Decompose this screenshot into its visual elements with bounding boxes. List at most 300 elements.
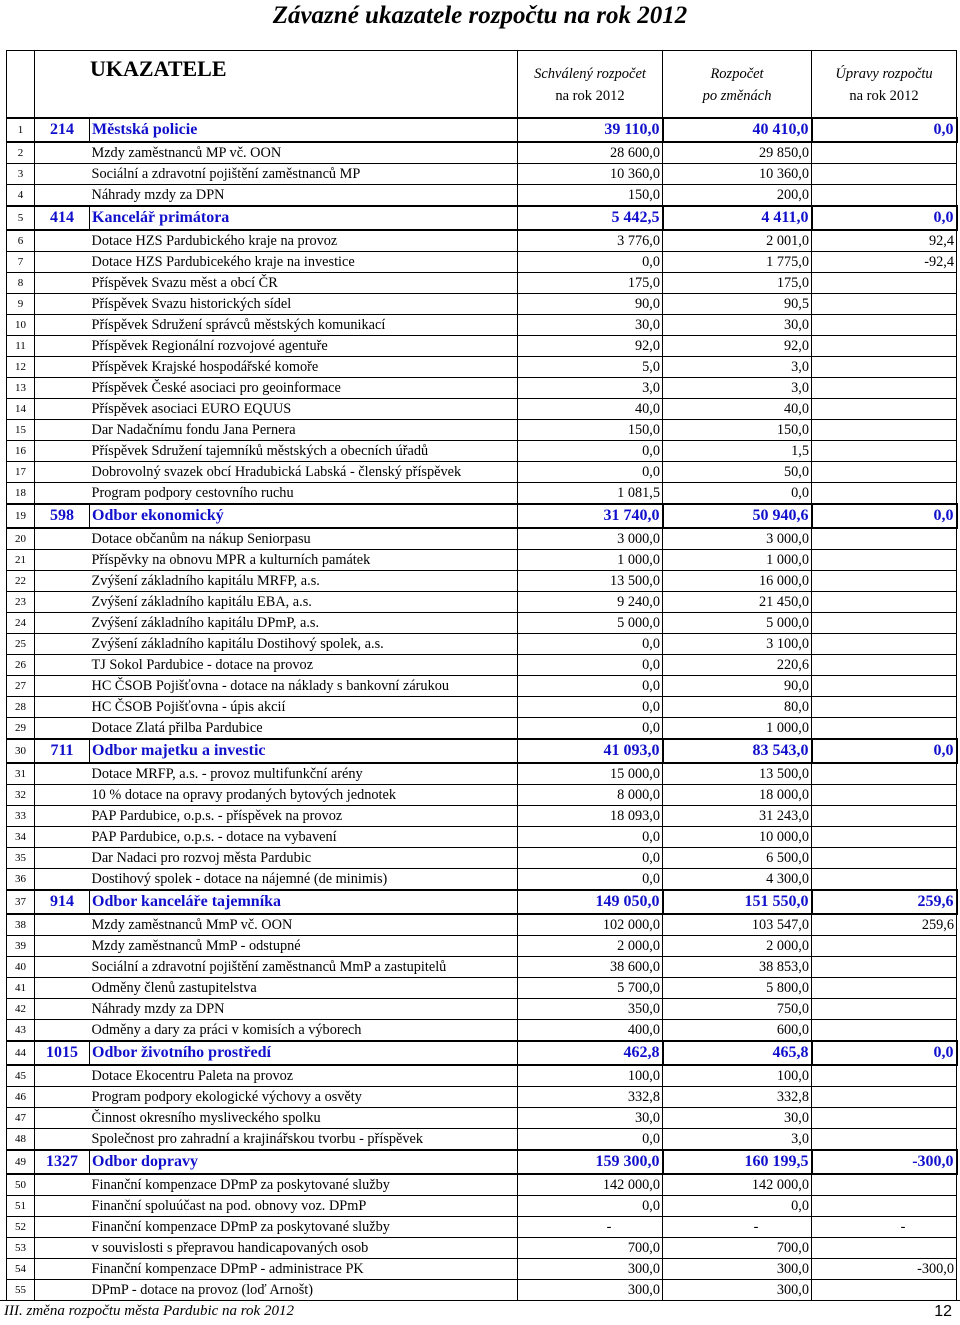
row-code — [35, 1174, 90, 1196]
row-after-changes: 80,0 — [663, 697, 812, 718]
row-name: PAP Pardubice, o.p.s. - dotace na vybavení — [90, 827, 518, 848]
row-approved: 0,0 — [518, 1129, 663, 1151]
row-adjustment — [812, 1108, 957, 1129]
row-name: Odbor kanceláře tajemníka — [90, 890, 518, 914]
row-number: 15 — [7, 420, 35, 441]
row-name: Mzdy zaměstnanců MmP - odstupné — [90, 936, 518, 957]
row-after-changes: 38 853,0 — [663, 957, 812, 978]
page-title: Závazné ukazatele rozpočtu na rok 2012 — [272, 2, 688, 29]
row-after-changes: 750,0 — [663, 999, 812, 1020]
table-row — [7, 655, 957, 676]
row-code — [35, 806, 90, 827]
row-adjustment — [812, 697, 957, 718]
row-after-changes: 142 000,0 — [663, 1174, 812, 1196]
row-number: 26 — [7, 655, 35, 676]
row-approved: 0,0 — [518, 827, 663, 848]
table-row — [7, 1129, 957, 1151]
row-approved: 300,0 — [518, 1280, 663, 1301]
row-adjustment — [812, 785, 957, 806]
row-approved: 90,0 — [518, 294, 663, 315]
row-approved: 31 740,0 — [518, 504, 663, 528]
row-approved: 175,0 — [518, 273, 663, 294]
row-approved: 10 360,0 — [518, 164, 663, 185]
row-approved: 0,0 — [518, 1196, 663, 1217]
row-after-changes: 700,0 — [663, 1238, 812, 1259]
row-name: Odměny a dary za práci v komisích a výborech — [90, 1020, 518, 1042]
table-row — [7, 528, 957, 550]
row-after-changes: 3 100,0 — [663, 634, 812, 655]
row-name: Činnost okresního mysliveckého spolku — [90, 1108, 518, 1129]
header-rozpocet-line2: po změnách — [702, 88, 772, 104]
row-number: 47 — [7, 1108, 35, 1129]
row-number: 50 — [7, 1174, 35, 1196]
row-adjustment: 92,4 — [812, 230, 957, 252]
row-number: 25 — [7, 634, 35, 655]
table-row — [7, 230, 957, 252]
table-row — [7, 550, 957, 571]
table-row — [7, 1280, 957, 1301]
row-adjustment: - — [812, 1217, 957, 1238]
row-approved: 150,0 — [518, 185, 663, 207]
row-number: 51 — [7, 1196, 35, 1217]
row-adjustment: -92,4 — [812, 252, 957, 273]
row-after-changes: 3 000,0 — [663, 528, 812, 550]
row-number: 21 — [7, 550, 35, 571]
row-adjustment — [812, 763, 957, 785]
row-after-changes: 220,6 — [663, 655, 812, 676]
table-row — [7, 806, 957, 827]
row-code — [35, 230, 90, 252]
row-name: Finanční kompenzace DPmP za poskytované služby — [90, 1217, 518, 1238]
row-after-changes: 40,0 — [663, 399, 812, 420]
row-after-changes: 0,0 — [663, 483, 812, 505]
row-approved: 40,0 — [518, 399, 663, 420]
row-code: 414 — [35, 206, 90, 230]
row-name: Sociální a zdravotní pojištění zaměstnanců MP — [90, 164, 518, 185]
row-code — [35, 1129, 90, 1151]
row-code — [35, 936, 90, 957]
table-row — [7, 378, 957, 399]
table-row — [7, 827, 957, 848]
row-after-changes: 200,0 — [663, 185, 812, 207]
row-code — [35, 294, 90, 315]
row-number: 11 — [7, 336, 35, 357]
row-approved: 142 000,0 — [518, 1174, 663, 1196]
row-adjustment: 0,0 — [812, 504, 957, 528]
row-after-changes: 29 850,0 — [663, 142, 812, 164]
row-code — [35, 634, 90, 655]
row-after-changes: 1,5 — [663, 441, 812, 462]
row-name: Náhrady mzdy za DPN — [90, 185, 518, 207]
row-approved: 1 000,0 — [518, 550, 663, 571]
row-code: 914 — [35, 890, 90, 914]
row-after-changes: 92,0 — [663, 336, 812, 357]
row-name: Příspěvek České asociaci pro geoinformace — [90, 378, 518, 399]
row-after-changes: 4 411,0 — [663, 206, 812, 230]
row-name: Zvýšení základního kapitálu Dostihový spolek, a.s. — [90, 634, 518, 655]
row-number: 12 — [7, 357, 35, 378]
row-name: Program podpory ekologické výchovy a osvěty — [90, 1087, 518, 1108]
row-name: HC ČSOB Pojišťovna - dotace na náklady s bankovní zárukou — [90, 676, 518, 697]
row-name: Příspěvek asociaci EURO EQUUS — [90, 399, 518, 420]
row-code: 711 — [35, 739, 90, 763]
table-row — [7, 571, 957, 592]
table-row — [7, 848, 957, 869]
row-code — [35, 676, 90, 697]
row-after-changes: 2 000,0 — [663, 936, 812, 957]
row-number: 7 — [7, 252, 35, 273]
row-approved: 3,0 — [518, 378, 663, 399]
section-row — [7, 890, 957, 914]
row-number: 6 — [7, 230, 35, 252]
row-code — [35, 483, 90, 505]
row-after-changes: 160 199,5 — [663, 1150, 812, 1174]
row-after-changes: 150,0 — [663, 420, 812, 441]
row-name: Dotace HZS Pardubického kraje na provoz — [90, 230, 518, 252]
row-approved: 0,0 — [518, 441, 663, 462]
row-adjustment — [812, 718, 957, 740]
row-code — [35, 827, 90, 848]
header-upravy-line2: na rok 2012 — [849, 88, 919, 104]
row-number: 17 — [7, 462, 35, 483]
row-name: Dobrovolný svazek obcí Hradubická Labská - členský příspěvek — [90, 462, 518, 483]
row-name: Dotace občanům na nákup Seniorpasu — [90, 528, 518, 550]
row-code — [35, 528, 90, 550]
row-adjustment — [812, 420, 957, 441]
row-approved: 0,0 — [518, 655, 663, 676]
row-approved: 28 600,0 — [518, 142, 663, 164]
row-after-changes: 13 500,0 — [663, 763, 812, 785]
row-adjustment — [812, 399, 957, 420]
section-row — [7, 206, 957, 230]
row-approved: 3 000,0 — [518, 528, 663, 550]
row-adjustment — [812, 164, 957, 185]
row-after-changes: 1 775,0 — [663, 252, 812, 273]
row-after-changes: 31 243,0 — [663, 806, 812, 827]
table-row — [7, 399, 957, 420]
row-number: 32 — [7, 785, 35, 806]
row-approved: 400,0 — [518, 1020, 663, 1042]
row-after-changes: 90,0 — [663, 676, 812, 697]
row-code — [35, 1087, 90, 1108]
table-header — [7, 51, 957, 119]
row-approved: 38 600,0 — [518, 957, 663, 978]
row-approved: 5 000,0 — [518, 613, 663, 634]
row-name: Příspěvek Sdružení tajemníků městských a obecních úřadů — [90, 441, 518, 462]
header-schvaleny — [518, 51, 663, 119]
row-number: 9 — [7, 294, 35, 315]
table-row — [7, 164, 957, 185]
table-row — [7, 273, 957, 294]
header-schvaleny-line1: Schválený rozpočet — [534, 66, 646, 82]
table-row — [7, 592, 957, 613]
row-approved: 0,0 — [518, 848, 663, 869]
row-name: Mzdy zaměstnanců MmP vč. OON — [90, 914, 518, 936]
row-adjustment — [812, 676, 957, 697]
row-number: 29 — [7, 718, 35, 740]
table-row — [7, 1217, 957, 1238]
row-approved: 8 000,0 — [518, 785, 663, 806]
header-blank — [7, 51, 35, 119]
row-adjustment — [812, 462, 957, 483]
row-approved: 0,0 — [518, 676, 663, 697]
row-after-changes: 175,0 — [663, 273, 812, 294]
row-adjustment: 0,0 — [812, 118, 957, 142]
row-approved: 2 000,0 — [518, 936, 663, 957]
footer-caption: III. změna rozpočtu města Pardubic na rok 2012 — [4, 1303, 294, 1319]
row-adjustment — [812, 634, 957, 655]
row-code — [35, 378, 90, 399]
row-approved: 41 093,0 — [518, 739, 663, 763]
row-code — [35, 1238, 90, 1259]
row-after-changes: 151 550,0 — [663, 890, 812, 914]
row-code — [35, 1196, 90, 1217]
row-approved: 5 442,5 — [518, 206, 663, 230]
row-approved: - — [518, 1217, 663, 1238]
row-after-changes: 40 410,0 — [663, 118, 812, 142]
row-name: Dotace HZS Pardubicekého kraje na investice — [90, 252, 518, 273]
header-rozpocet-line1: Rozpočet — [710, 66, 764, 82]
row-name: Odbor životního prostředí — [90, 1041, 518, 1065]
row-after-changes: 50 940,6 — [663, 504, 812, 528]
row-name: Městská policie — [90, 118, 518, 142]
table-row — [7, 1065, 957, 1087]
row-number: 16 — [7, 441, 35, 462]
row-adjustment — [812, 273, 957, 294]
row-name: Náhrady mzdy za DPN — [90, 999, 518, 1020]
row-approved: 159 300,0 — [518, 1150, 663, 1174]
row-code — [35, 142, 90, 164]
row-number: 44 — [7, 1041, 35, 1065]
row-code — [35, 763, 90, 785]
row-code — [35, 1020, 90, 1042]
row-code — [35, 1217, 90, 1238]
row-adjustment — [812, 357, 957, 378]
row-name: Dotace MRFP, a.s. - provoz multifunkční arény — [90, 763, 518, 785]
row-adjustment: -300,0 — [812, 1150, 957, 1174]
table-row — [7, 613, 957, 634]
row-after-changes: 4 300,0 — [663, 869, 812, 891]
table-row — [7, 785, 957, 806]
row-number: 10 — [7, 315, 35, 336]
table-row — [7, 1174, 957, 1196]
table-row — [7, 462, 957, 483]
row-approved: 0,0 — [518, 718, 663, 740]
row-adjustment: 0,0 — [812, 206, 957, 230]
row-name: Kancelář primátora — [90, 206, 518, 230]
row-adjustment — [812, 999, 957, 1020]
row-adjustment — [812, 827, 957, 848]
row-code — [35, 592, 90, 613]
table-row — [7, 1087, 957, 1108]
row-code — [35, 185, 90, 207]
row-approved: 30,0 — [518, 1108, 663, 1129]
row-name: Příspěvek Svazu měst a obcí ČR — [90, 273, 518, 294]
row-after-changes: 30,0 — [663, 1108, 812, 1129]
row-after-changes: 0,0 — [663, 1196, 812, 1217]
row-code — [35, 399, 90, 420]
row-after-changes: 1 000,0 — [663, 550, 812, 571]
row-after-changes: 6 500,0 — [663, 848, 812, 869]
table-row — [7, 676, 957, 697]
row-code — [35, 978, 90, 999]
header-schvaleny-line2: na rok 2012 — [555, 88, 625, 104]
row-name: Sociální a zdravotní pojištění zaměstnanců MmP a zastupitelů — [90, 957, 518, 978]
row-name: Příspěvek Regionální rozvojové agentuře — [90, 336, 518, 357]
row-number: 5 — [7, 206, 35, 230]
row-approved: 0,0 — [518, 462, 663, 483]
row-name: Příspěvek Sdružení správců městských komunikací — [90, 315, 518, 336]
row-code — [35, 357, 90, 378]
section-row — [7, 739, 957, 763]
table-row — [7, 1196, 957, 1217]
row-after-changes: 16 000,0 — [663, 571, 812, 592]
row-approved: 39 110,0 — [518, 118, 663, 142]
row-code — [35, 848, 90, 869]
row-after-changes: 465,8 — [663, 1041, 812, 1065]
row-adjustment — [812, 294, 957, 315]
row-approved: 102 000,0 — [518, 914, 663, 936]
row-code — [35, 957, 90, 978]
row-adjustment — [812, 1065, 957, 1087]
row-adjustment — [812, 655, 957, 676]
row-name: Odbor dopravy — [90, 1150, 518, 1174]
row-approved: 100,0 — [518, 1065, 663, 1087]
row-number: 28 — [7, 697, 35, 718]
row-after-changes: 18 000,0 — [663, 785, 812, 806]
row-approved: 700,0 — [518, 1238, 663, 1259]
row-code — [35, 1108, 90, 1129]
row-after-changes: 332,8 — [663, 1087, 812, 1108]
row-adjustment — [812, 550, 957, 571]
row-after-changes: 3,0 — [663, 378, 812, 399]
row-adjustment — [812, 571, 957, 592]
row-approved: 0,0 — [518, 869, 663, 891]
row-code — [35, 1280, 90, 1301]
row-approved: 13 500,0 — [518, 571, 663, 592]
row-after-changes: 3,0 — [663, 357, 812, 378]
row-adjustment — [812, 1280, 957, 1301]
section-row — [7, 1041, 957, 1065]
row-adjustment — [812, 848, 957, 869]
row-code — [35, 655, 90, 676]
row-code — [35, 1259, 90, 1280]
table-row — [7, 1108, 957, 1129]
table-row — [7, 936, 957, 957]
row-number: 43 — [7, 1020, 35, 1042]
row-number: 24 — [7, 613, 35, 634]
row-code — [35, 613, 90, 634]
table-row — [7, 315, 957, 336]
row-number: 2 — [7, 142, 35, 164]
footer-divider — [0, 1300, 960, 1301]
row-approved: 18 093,0 — [518, 806, 663, 827]
row-number: 37 — [7, 890, 35, 914]
row-code — [35, 164, 90, 185]
row-after-changes: 10 000,0 — [663, 827, 812, 848]
row-name: Finanční spoluúčast na pod. obnovy voz. DPmP — [90, 1196, 518, 1217]
row-name: Zvýšení základního kapitálu EBA, a.s. — [90, 592, 518, 613]
row-approved: 332,8 — [518, 1087, 663, 1108]
row-approved: 300,0 — [518, 1259, 663, 1280]
row-code — [35, 420, 90, 441]
table-row — [7, 441, 957, 462]
row-number: 8 — [7, 273, 35, 294]
row-after-changes: - — [663, 1217, 812, 1238]
row-code — [35, 914, 90, 936]
row-adjustment — [812, 1129, 957, 1151]
row-name: Finanční kompenzace DPmP za poskytované služby — [90, 1174, 518, 1196]
row-after-changes: 100,0 — [663, 1065, 812, 1087]
row-adjustment — [812, 592, 957, 613]
section-row — [7, 504, 957, 528]
row-number: 35 — [7, 848, 35, 869]
row-code — [35, 1065, 90, 1087]
row-number: 39 — [7, 936, 35, 957]
row-after-changes: 5 000,0 — [663, 613, 812, 634]
row-name: 10 % dotace na opravy prodaných bytových jednotek — [90, 785, 518, 806]
row-name: Dostihový spolek - dotace na nájemné (de minimis) — [90, 869, 518, 891]
row-code: 598 — [35, 504, 90, 528]
row-number: 36 — [7, 869, 35, 891]
row-name: Příspěvky na obnovu MPR a kulturních památek — [90, 550, 518, 571]
row-adjustment: 259,6 — [812, 914, 957, 936]
row-approved: 150,0 — [518, 420, 663, 441]
row-number: 38 — [7, 914, 35, 936]
row-name: Mzdy zaměstnanců MP vč. OON — [90, 142, 518, 164]
header-rozpocet — [663, 51, 812, 119]
row-after-changes: 50,0 — [663, 462, 812, 483]
row-after-changes: 83 543,0 — [663, 739, 812, 763]
row-code — [35, 252, 90, 273]
table-row — [7, 697, 957, 718]
page-number: 12 — [934, 1303, 952, 1320]
row-number: 18 — [7, 483, 35, 505]
row-name: PAP Pardubice, o.p.s. - příspěvek na provoz — [90, 806, 518, 827]
row-approved: 3 776,0 — [518, 230, 663, 252]
row-approved: 350,0 — [518, 999, 663, 1020]
row-code — [35, 550, 90, 571]
row-adjustment — [812, 378, 957, 399]
row-approved: 0,0 — [518, 252, 663, 273]
row-number: 14 — [7, 399, 35, 420]
row-adjustment — [812, 978, 957, 999]
row-adjustment — [812, 1087, 957, 1108]
table-row — [7, 185, 957, 207]
row-code — [35, 441, 90, 462]
row-code: 214 — [35, 118, 90, 142]
row-code: 1327 — [35, 1150, 90, 1174]
row-number: 13 — [7, 378, 35, 399]
row-number: 45 — [7, 1065, 35, 1087]
row-number: 31 — [7, 763, 35, 785]
row-name: Odbor ekonomický — [90, 504, 518, 528]
header-upravy — [812, 51, 957, 119]
budget-table — [6, 50, 958, 1301]
row-name: Finanční kompenzace DPmP - administrace PK — [90, 1259, 518, 1280]
table-row — [7, 1238, 957, 1259]
row-adjustment — [812, 1238, 957, 1259]
row-adjustment — [812, 1020, 957, 1042]
row-code — [35, 869, 90, 891]
row-name: Dar Nadačnímu fondu Jana Pernera — [90, 420, 518, 441]
row-number: 19 — [7, 504, 35, 528]
table-row — [7, 634, 957, 655]
row-number: 20 — [7, 528, 35, 550]
table-row — [7, 294, 957, 315]
table-row — [7, 252, 957, 273]
row-adjustment — [812, 806, 957, 827]
